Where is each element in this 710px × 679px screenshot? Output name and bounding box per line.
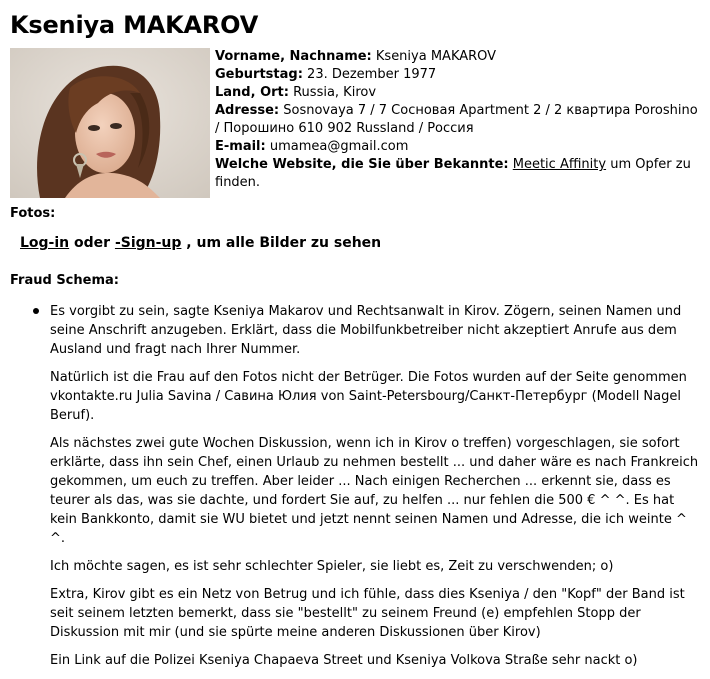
address-value: Sosnovaya 7 / 7 Сосновая Apartment 2 / 2 квартира Poroshino / Порошино 610 902 Russland / Россия (215, 103, 698, 136)
address-label: Adresse: (215, 103, 280, 118)
fraud-paragraph: Extra, Kirov gibt es ein Netz von Betrug und ich fühle, dass dies Kseniya / den "Kopf" der Band ist seit seinem letzten bemerkt, dass sie "bestellt" zu seinem Freund (e) empfehlen Stopp der Diskussion mit mir (und sie spürte meine anderen Diskussionen über Kirov) (50, 587, 685, 640)
birthday-row (215, 66, 700, 84)
birthday-value: 23. Dezember 1977 (307, 67, 437, 82)
fraud-paragraph: Natürlich ist die Frau auf den Fotos nicht der Betrüger. Die Fotos wurden auf der Seite genommen vkontakte.ru Julia Savina / Савина Юлия von Saint-Petersbourg/Санкт-Петербург (Modell Nagel Beruf). (50, 370, 687, 423)
address-row (215, 102, 700, 138)
birthday-label: Geburtstag: (215, 67, 303, 82)
website-row (215, 156, 700, 192)
profile-details (215, 48, 700, 192)
login-link[interactable]: Log-in (20, 235, 70, 251)
email-label: E-mail: (215, 139, 266, 154)
fraud-description (50, 302, 700, 679)
photos-heading: Fotos: (10, 206, 56, 221)
location-value: Russia, Kirov (293, 85, 377, 100)
page-title: Kseniya MAKAROV (10, 11, 259, 39)
website-label: Welche Website, die Sie über Bekannte: (215, 157, 509, 172)
location-row (215, 84, 700, 102)
fraud-paragraph: Ich möchte sagen, es ist sehr schlechter Spieler, sie liebt es, Zeit zu verschwenden; o) (50, 559, 614, 574)
bullet-icon (33, 308, 39, 314)
website-suffix: um Opfer zu finden. (215, 157, 691, 190)
name-value: Kseniya MAKAROV (375, 49, 497, 64)
profile-photo (10, 48, 210, 198)
signup-link[interactable]: -Sign-up (114, 235, 182, 251)
email-value: umamea@gmail.com (269, 139, 409, 154)
or-text: oder (74, 235, 111, 251)
fraud-paragraph: Es vorgibt zu sein, sagte Kseniya Makarov und Rechtsanwalt in Kirov. Zögern, seinen Namen und seine Anschrift anzugeben. Erklärt, dass die Mobilfunkbetreiber nicht akzeptiert Anrufe aus dem Ausland und fragt nach Ihrer Nummer. (50, 304, 682, 357)
fraud-paragraph: Ein Link auf die Polizei Kseniya Chapaeva Street und Kseniya Volkova Straße sehr nackt o) (50, 653, 638, 668)
fraud-heading: Fraud Schema: (10, 273, 119, 288)
email-row (215, 138, 700, 156)
login-prompt (20, 233, 381, 253)
location-label: Land, Ort: (215, 85, 289, 100)
name-label: Vorname, Nachname: (215, 49, 372, 64)
fraud-paragraph: Als nächstes zwei gute Wochen Diskussion, wenn ich in Kirov o treffen) vorgeschlagen, sie sofort erklärte, dass ihn sein Chef, einen Urlaub zu nehmen bestellt ... und daher wäre es nach Frankreich gekommen, um euch zu treffen. Aber leider ... Nach einigen Recherchen ... erkennt sie, dass es teurer als das, was sie dachte, und fordert Sie auf, zu helfen ... nur fehlen die 500 € ^ ^. Es hat kein Bankkonto, damit sie WU bietet und jetzt nennt seinen Namen und Adresse, die ich weinte ^ ^. (50, 436, 699, 546)
name-row (215, 48, 700, 66)
login-suffix: , um alle Bilder zu sehen (186, 235, 382, 251)
website-link[interactable]: Meetic Affinity (512, 157, 607, 172)
